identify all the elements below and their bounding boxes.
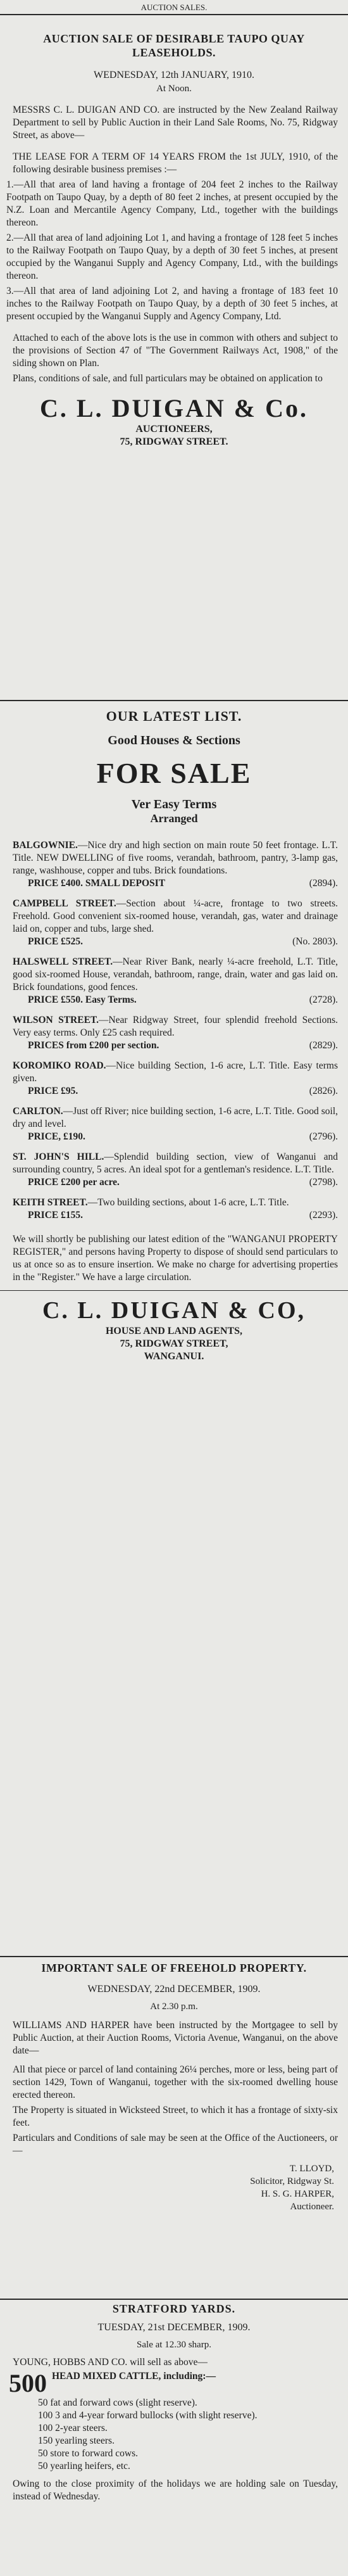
listing-item [0,1060,348,1098]
listing-item [0,956,348,1006]
listing-name: KEITH STREET. [13,1197,88,1208]
listing-ref: (2796). [309,1131,338,1142]
listing-ref: (2829). [309,1040,338,1051]
latest-sub: Good Houses & Sections [108,733,240,747]
listing-ref: (2293). [309,1210,338,1221]
cattle-block [0,2369,348,2397]
listing-name: CARLTON. [13,1106,63,1117]
divider [0,2299,348,2300]
stratford-section [0,2302,348,2576]
listing-item [0,898,348,948]
listing-price: PRICES from £200 per section. [28,1040,159,1051]
listing-text: —Nice dry and high section on main route 50 feet frontage. L.T. Title. NEW DWELLING of five rooms, verandah, bathroom, pantry, 3-lamp gas, range, washhouse, copper and tubs. Brick foundations. [13,840,338,876]
latest-firm-sub: HOUSE AND LAND AGENTS, [105,1326,243,1336]
listing-item [0,839,348,890]
listing-name: CAMPBELL STREET. [13,898,116,909]
auction-title: AUCTION SALE OF DESIRABLE TAUPO QUAY LEASEHOLDS. [43,32,305,59]
stratford-owing: Owing to the close proximity of the holidays we are holding sale on Tuesday, instead of Wednesday. [13,2478,338,2502]
signature-lloyd: T. LLOYD, [289,2164,334,2174]
listing-price: PRICE £155. [28,1210,83,1221]
cattle-line: 150 yearling steers. [38,2435,115,2446]
signature-lloyd-title: Solicitor, Ridgway St. [250,2176,334,2186]
divider [0,1956,348,1957]
stratford-intro: YOUNG, HOBBS AND CO. will sell as above— [13,2357,208,2368]
latest-heading: OUR LATEST LIST. [106,708,242,724]
freehold-body: All that piece or parcel of land containing 26¼ perches, more or less, being part of section 1429, Town of Wanganui, together with the six-roomed dwelling house erected thereon. [13,2064,338,2100]
for-sale-heading: FOR SALE [96,757,252,789]
freehold-time: At 2.30 p.m. [150,2002,198,2012]
auction-date: WEDNESDAY, 12th JANUARY, 1910. [94,70,254,80]
listing-name: ST. JOHN'S HILL. [13,1152,104,1162]
listing-price: PRICE, £190. [28,1131,85,1142]
listing-ref: (2826). [309,1086,338,1096]
freehold-particulars: Particulars and Conditions of sale may be seen at the Office of the Auctioneers, or— [13,2133,338,2156]
latest-firm-addr: 75, RIDGWAY STREET, [120,1338,228,1349]
stratford-date: TUESDAY, 21st DECEMBER, 1909. [97,2322,251,2333]
listing-name: BALGOWNIE. [13,840,78,851]
auction-section [0,0,348,694]
listing-price: PRICE £400. SMALL DEPOSIT [28,878,166,889]
listing-ref: (2894). [309,878,338,889]
auction-item-1: 1.—All that area of land having a frontage of 204 feet 2 inches to the Railway Footpath on Taupo Quay, by a depth of 80 feet 2 inches, at present occupied by the N.Z. Loan and Mercantile Agency Company, Ltd., together with the buildings thereon. [6,179,338,228]
register-notice: We will shortly be publishing our latest edition of the "WANGANUI PROPERTY REGISTER," and persons having Property to dispose of should send particulars to us at once so as to ensure insertion. We make no charge for advertising properties in the "Register." We have a large circulation. [13,1234,338,1283]
listing-item [0,1151,348,1189]
cattle-lines [0,2397,348,2473]
listing-item [0,1196,348,1222]
listing-text: —Nice building Section, 1-6 acre, L.T. Title. Easy terms given. [13,1060,338,1084]
listing-text: —Near Ridgway Street, four splendid freehold Sections. Very easy terms. Only £25 cash required. [13,1015,339,1038]
auction-plans: Plans, conditions of sale, and full particulars may be obtained on application to [13,373,323,384]
listing-price: PRICE £95. [28,1086,78,1096]
listing-text: —Two building sections, about 1-6 acre, L.T. Title. [87,1197,289,1208]
auction-heading: AUCTION SALES. [140,3,208,12]
listings [0,825,348,1222]
latest-firm: C. L. DUIGAN & CO, [42,1297,306,1324]
listing-item [0,1014,348,1052]
freehold-intro: WILLIAMS AND HARPER have been instructed by the Mortgagee to sell by Public Auction, at their Auction Rooms, Victoria Avenue, Wanganui, on the above date— [13,2020,338,2056]
terms-line-2: Arranged [150,812,198,825]
auction-firm: C. L. DUIGAN & Co. [40,394,308,422]
listing-text: —Section about ¼-acre, frontage to two streets. Freehold. Good convenient six-roomed house, verandah, gas, water and drainage laid on, copper and tubs, large shed. [13,898,338,934]
divider [0,14,348,15]
freehold-section [0,1960,348,2294]
cattle-line: 50 fat and forward cows (slight reserve). [38,2397,197,2408]
auction-lease: THE LEASE FOR A TERM OF 14 YEARS FROM the 1st JULY, 1910, of the following desirable business premises :— [13,151,338,175]
listing-price: PRICE £550. Easy Terms. [28,994,137,1005]
cattle-number: 500 [9,2369,47,2397]
auction-item-3: 3.—All that area of land adjoining Lot 2, and having a frontage of 183 feet 10 inches to the Railway Footpath on Taupo Quay, by a depth of 30 feet 5 inches, at present occupied by the Wanganui Supply and Agency Company, Ltd. [6,286,338,322]
signature-harper: H. S. G. HARPER, [261,2189,334,2199]
listing-name: KOROMIKO ROAD. [13,1060,106,1071]
auction-intro: MESSRS C. L. DUIGAN AND CO. are instructed by the New Zealand Railway Department to sell by Public Auction in their Land Sale Rooms, No. 75, Ridgway Street, as above— [13,105,338,141]
signature-harper-title: Auctioneer. [290,2202,334,2212]
listing-ref: (No. 2803). [292,936,338,947]
listing-text: —Splendid building section, view of Wanganui and surrounding country, 5 acres. An ideal spot for a gentleman's residence. L.T. Title. [13,1152,339,1175]
listing-item [0,1105,348,1143]
auction-firm-addr: 75, RIDGWAY STREET. [120,436,228,447]
listing-text: —Just off River; nice building section, 1-6 acre, L.T. Title. Good soil, dry and level. [13,1106,338,1129]
cattle-line: 50 yearling heifers, etc. [38,2461,130,2471]
listing-name: HALSWELL STREET. [13,956,113,967]
cattle-line: 50 store to forward cows. [38,2448,138,2459]
auction-attached: Attached to each of the above lots is the use in common with others and subject to the provisions of Section 47 of "The Government Railways Act, 1908," of the siding shown on Plan. [13,333,338,369]
auction-item-2: 2.—All that area of land adjoining Lot 1, and having a frontage of 128 feet 5 inches to the Railway Footpath on Taupo Quay, by a depth of 30 feet 5 inches, at present occupied by the Wanganui Supply and Agency Company, Ltd., with the buildings thereon. [6,232,338,281]
listing-price: PRICE £200 per acre. [28,1177,120,1188]
cattle-line: 100 2-year steers. [38,2423,108,2433]
listing-ref: (2798). [309,1177,338,1188]
freehold-date: WEDNESDAY, 22nd DECEMBER, 1909. [87,1984,261,1995]
divider [0,700,348,701]
listing-name: WILSON STREET. [13,1015,99,1025]
latest-list-section [0,708,348,1951]
latest-firm-town: WANGANUI. [144,1351,204,1362]
cattle-head: HEAD MIXED CATTLE, including:— [52,2371,216,2382]
freehold-title: IMPORTANT SALE OF FREEHOLD PROPERTY. [41,1962,307,1974]
auction-firm-sub: AUCTIONEERS, [135,424,213,435]
auction-time: At Noon. [156,84,192,94]
divider [0,1290,348,1291]
freehold-situated: The Property is situated in Wicksteed Street, to which it has a frontage of sixty-six feet. [13,2105,338,2128]
listing-ref: (2728). [309,994,338,1005]
stratford-title: STRATFORD YARDS. [112,2302,236,2315]
listing-price: PRICE £525. [28,936,83,947]
cattle-line: 100 3 and 4-year forward bullocks (with slight reserve). [38,2410,258,2421]
listing-text: —Near River Bank, nearly ¼-acre freehold, L.T. Title, good six-roomed House, verandah, bathroom, range, drain, water and gas laid on. Brick foundations, good fences. [13,956,338,993]
stratford-time: Sale at 12.30 sharp. [137,2340,211,2350]
terms-line-1: Ver Easy Terms [131,797,217,811]
